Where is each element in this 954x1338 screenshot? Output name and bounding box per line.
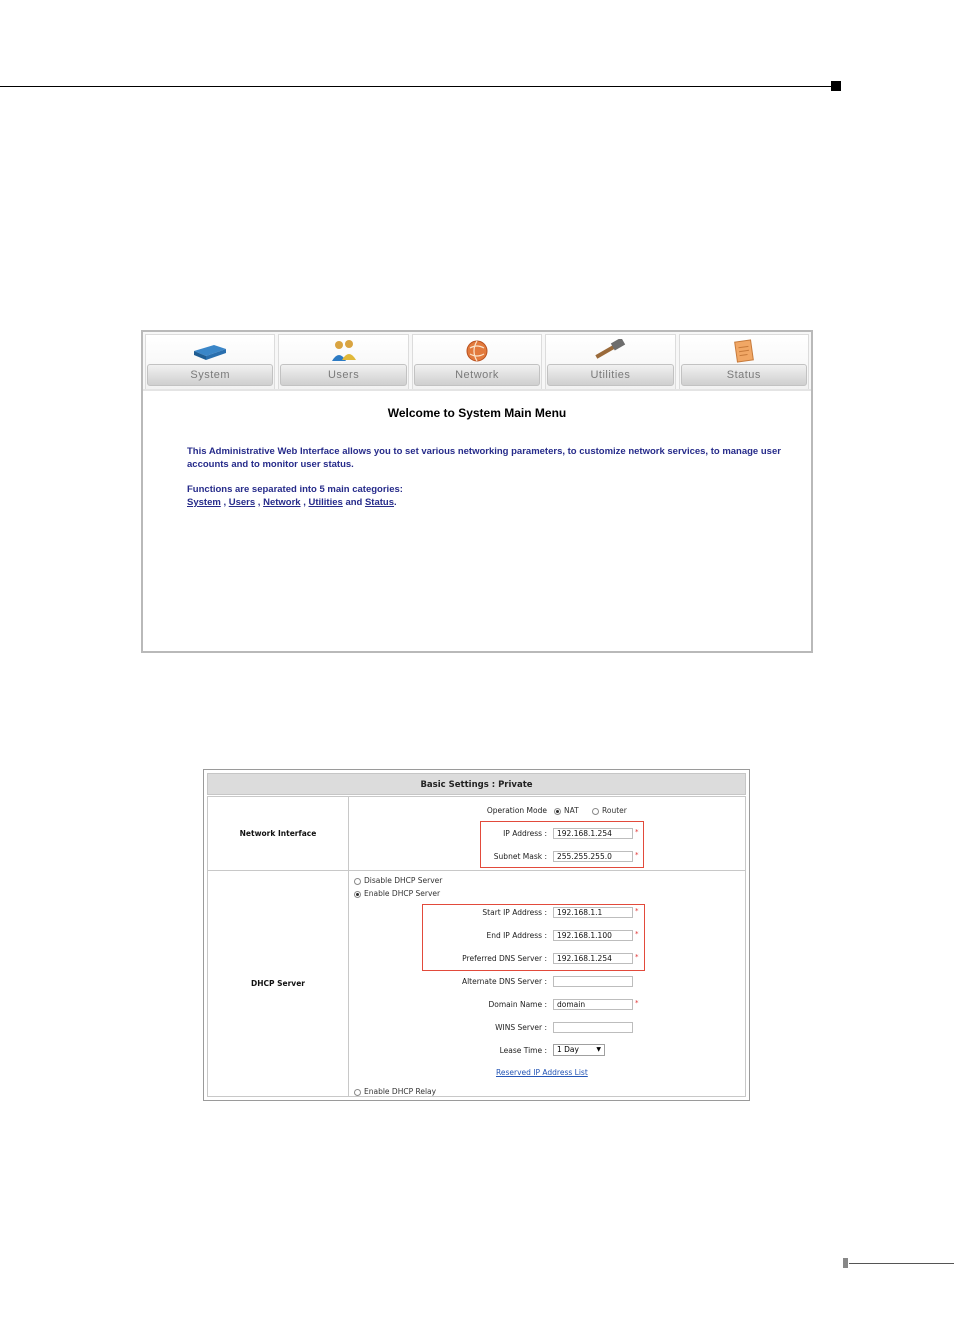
ip-address-label: IP Address : [503, 829, 547, 838]
link-system[interactable]: System [187, 496, 221, 508]
tab-system-label: System [147, 364, 273, 386]
disable-dhcp-radio[interactable] [354, 878, 361, 885]
alternate-dns-label: Alternate DNS Server : [461, 977, 547, 986]
footer-rule [849, 1263, 954, 1264]
network-interface-label: Network Interface [208, 797, 349, 870]
mode-router-radio[interactable] [592, 808, 599, 815]
required-mark: * [635, 851, 639, 859]
start-ip-label: Start IP Address : [482, 908, 547, 917]
notepad-icon [724, 339, 764, 363]
categories-intro: Functions are separated into 5 main categories: [187, 484, 403, 495]
chevron-down-icon: ▼ [596, 1046, 601, 1053]
tab-utilities-label: Utilities [547, 364, 673, 386]
intro-text: This Administrative Web Interface allows you to set various networking parameters, to customize network services, to manage user accounts and to monitor user status. [187, 446, 781, 470]
domain-name-label: Domain Name : [488, 1000, 547, 1009]
mode-nat-label: NAT [564, 806, 579, 815]
preferred-dns-field[interactable]: 192.168.1.254 [553, 953, 633, 964]
network-interface-row [207, 796, 746, 871]
separator-and: and [345, 496, 363, 508]
disable-dhcp-label: Disable DHCP Server [364, 876, 443, 885]
basic-settings-title: Basic Settings : Private [207, 773, 746, 795]
header-marker [831, 81, 841, 91]
tab-users-label: Users [280, 364, 406, 386]
footer-marker [843, 1258, 848, 1268]
users-icon [324, 339, 364, 363]
required-mark: * [635, 828, 639, 836]
end-ip-label: End IP Address : [486, 931, 547, 940]
mode-router-label: Router [602, 806, 627, 815]
tab-bar-divider [143, 389, 811, 391]
end-ip-field[interactable]: 192.168.1.100 [553, 930, 633, 941]
link-utilities[interactable]: Utilities [308, 496, 343, 508]
lease-time-select[interactable] [553, 1044, 605, 1056]
preferred-dns-label: Preferred DNS Server : [462, 954, 547, 963]
reserved-ip-list-link[interactable]: Reserved IP Address List [496, 1068, 588, 1077]
header-rule [0, 86, 832, 87]
mode-nat-radio[interactable] [554, 808, 561, 815]
system-main-menu-screenshot [141, 330, 813, 653]
tab-status-label: Status [681, 364, 807, 386]
link-users[interactable]: Users [228, 496, 256, 508]
tab-network-label: Network [414, 364, 540, 386]
enable-dhcp-radio[interactable] [354, 891, 361, 898]
tab-status[interactable] [679, 334, 809, 390]
enable-dhcp-relay-label: Enable DHCP Relay [364, 1087, 437, 1096]
welcome-title: Welcome to System Main Menu [387, 406, 567, 420]
operation-mode-label: Operation Mode [486, 806, 547, 815]
tab-users[interactable] [278, 334, 408, 390]
subnet-mask-label: Subnet Mask : [493, 852, 547, 861]
wins-server-field[interactable] [553, 1022, 633, 1033]
network-globe-icon [457, 339, 497, 363]
required-mark: * [635, 999, 639, 1007]
required-mark: * [635, 907, 639, 915]
lease-time-label: Lease Time : [499, 1046, 547, 1055]
link-status[interactable]: Status [364, 496, 395, 508]
wins-server-label: WINS Server : [495, 1023, 547, 1032]
required-mark: * [635, 953, 639, 961]
lease-time-value: 1 Day [557, 1045, 579, 1054]
required-mark: * [635, 930, 639, 938]
dhcp-server-row [207, 870, 746, 1097]
hammer-icon [590, 339, 630, 363]
system-device-icon [190, 339, 230, 363]
main-tab-bar [143, 332, 811, 390]
domain-name-field[interactable]: domain [553, 999, 633, 1010]
enable-dhcp-relay-radio[interactable] [354, 1089, 361, 1096]
dhcp-server-label: DHCP Server [208, 871, 349, 1096]
tab-utilities[interactable] [545, 334, 675, 390]
separator: , [303, 496, 306, 508]
category-links [187, 497, 787, 510]
alternate-dns-field[interactable] [553, 976, 633, 987]
period: . [394, 496, 397, 508]
subnet-mask-field[interactable]: 255.255.255.0 [553, 851, 633, 862]
enable-dhcp-label: Enable DHCP Server [364, 889, 441, 898]
separator: , [223, 496, 227, 508]
basic-settings-screenshot [203, 769, 750, 1101]
separator: , [257, 496, 261, 508]
tab-network[interactable] [412, 334, 542, 390]
start-ip-field[interactable]: 192.168.1.1 [553, 907, 633, 918]
ip-address-field[interactable]: 192.168.1.254 [553, 828, 633, 839]
categories-block [187, 484, 787, 509]
tab-system[interactable] [145, 334, 275, 390]
link-network[interactable]: Network [263, 496, 301, 508]
